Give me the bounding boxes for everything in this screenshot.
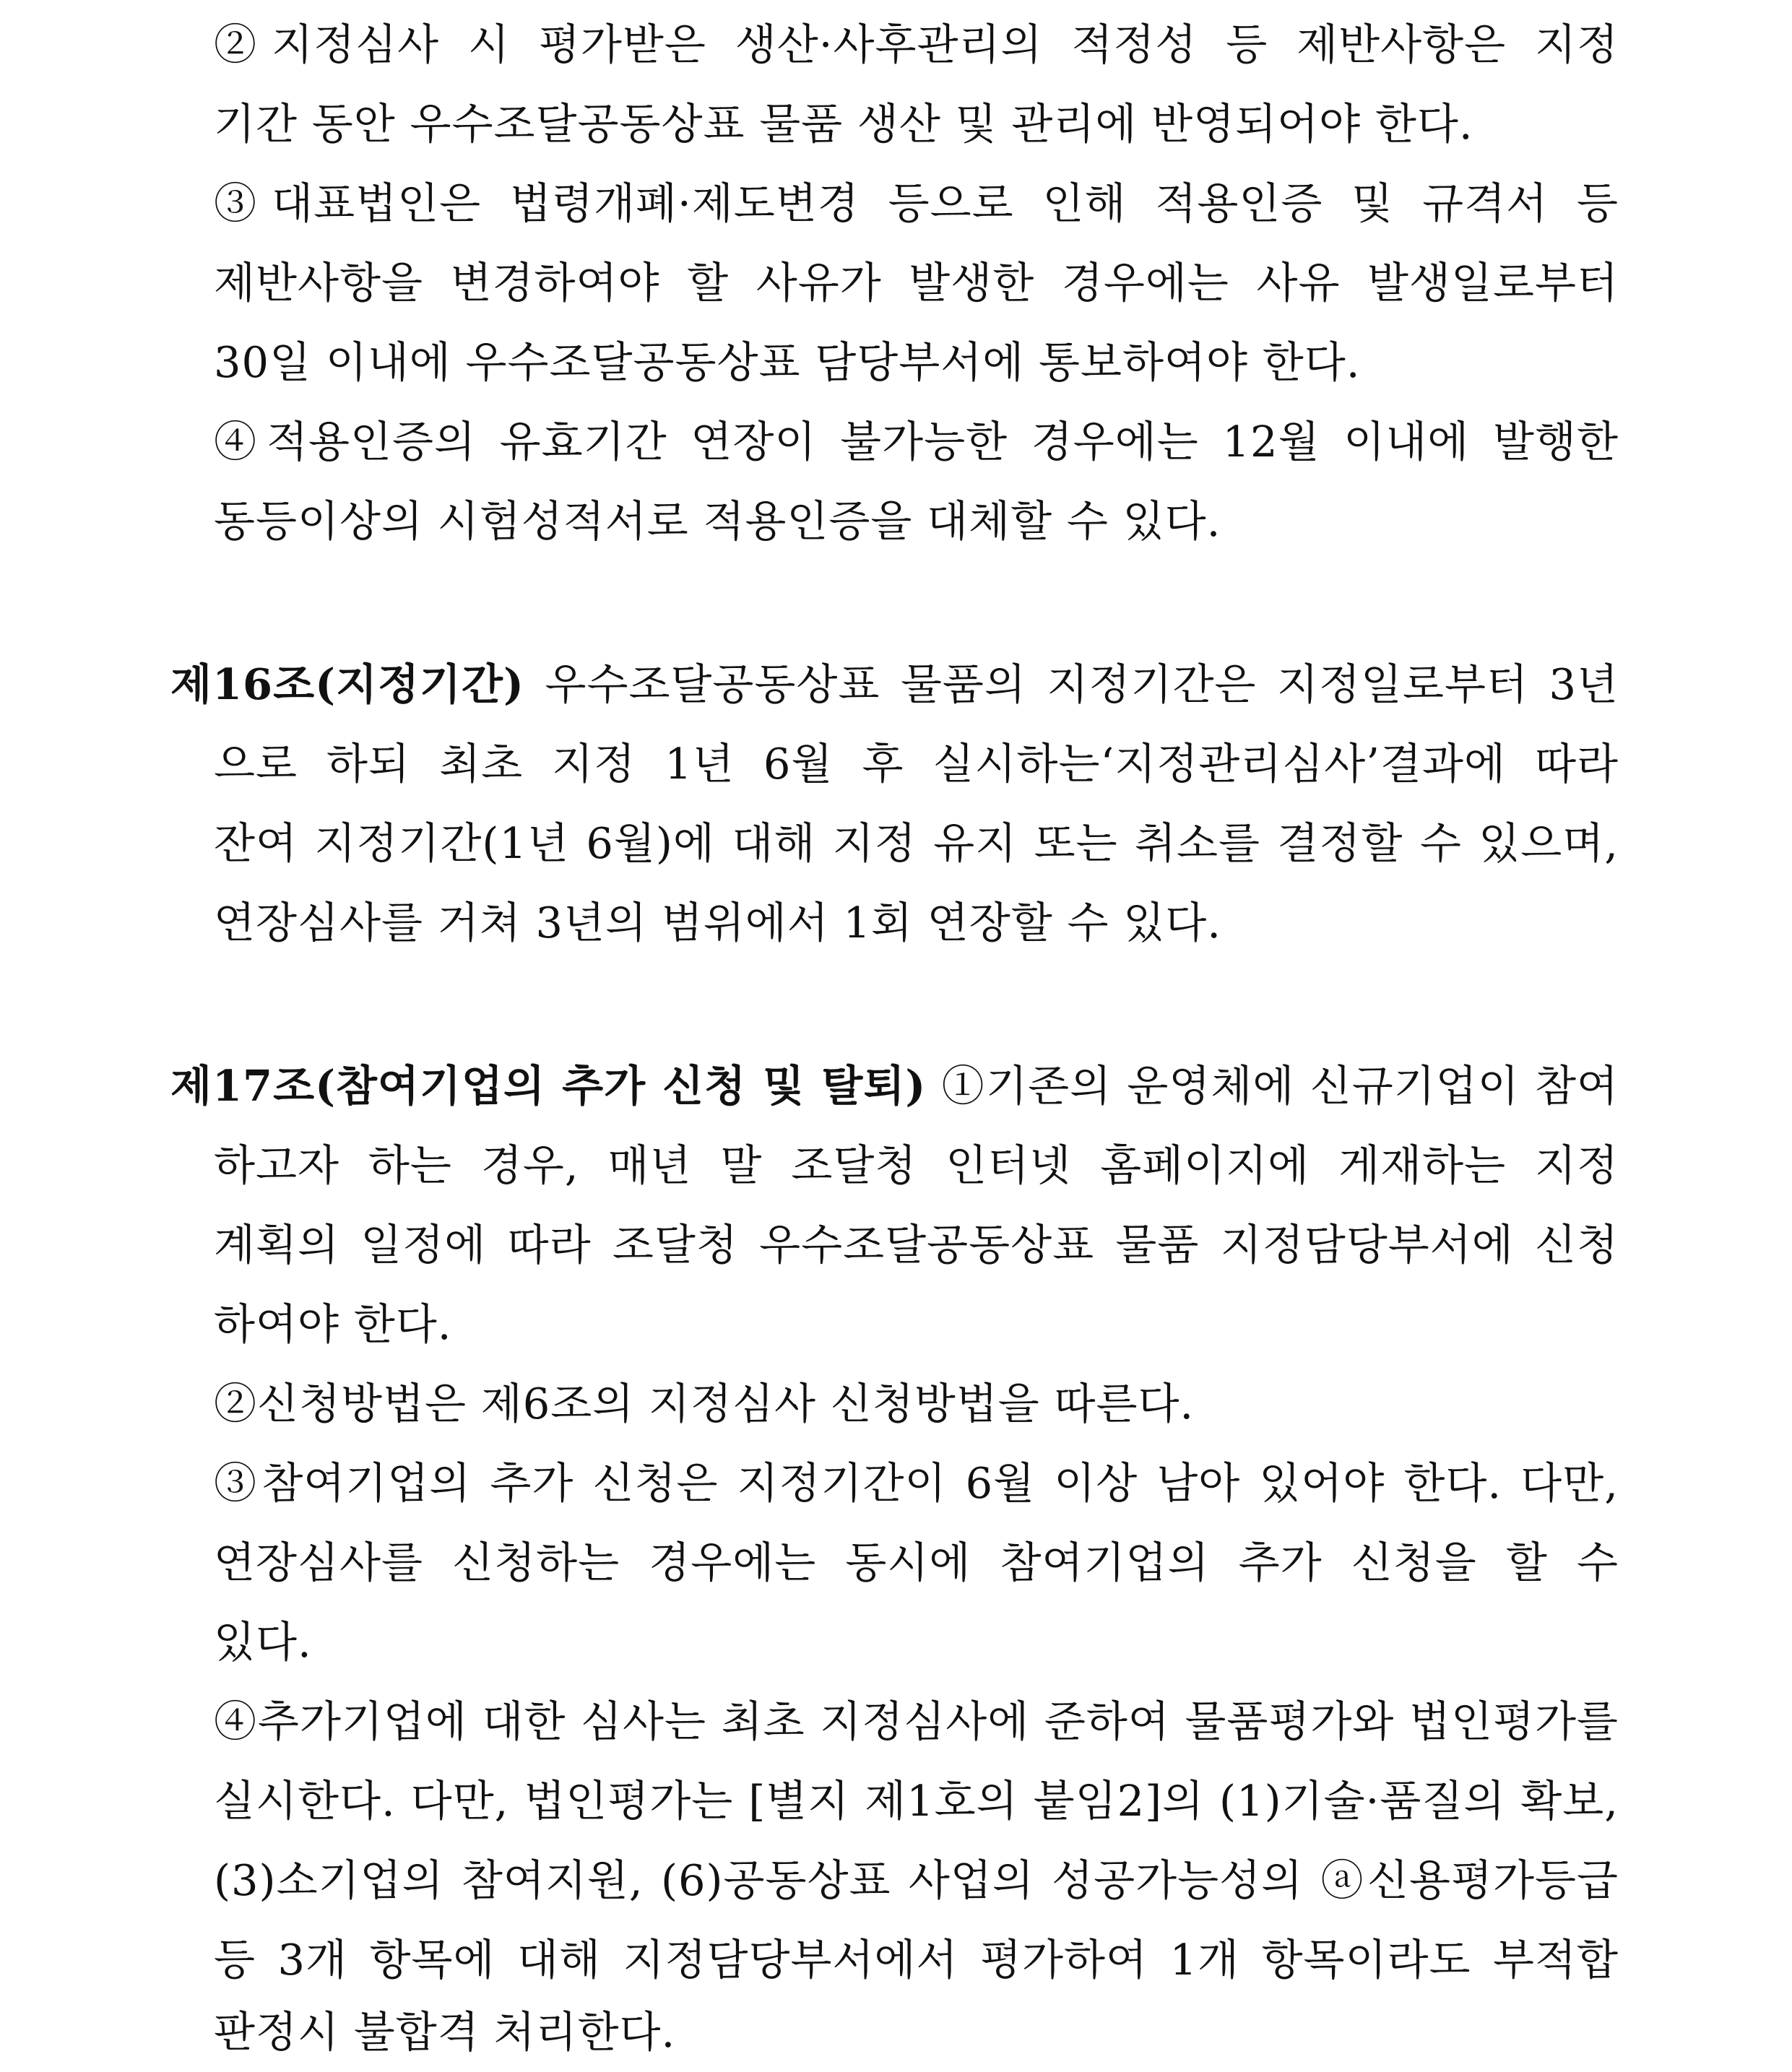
- clause-4-line-1: ④적용인증의 유효기간 연장이 불가능한 경우에는 12월 이내에 발행한: [214, 417, 1619, 467]
- article-17-first-line: [170, 1046, 1619, 1126]
- article-17-clause-3-line-3: 있다.: [214, 1617, 312, 1667]
- article-17-clause-2: ②신청방법은 제6조의 지정심사 신청방법을 따른다.: [214, 1379, 1195, 1429]
- article-16-line-2: 으로 하되 최초 지정 1년 6월 후 실시하는‘지정관리심사’결과에 따라: [214, 739, 1619, 789]
- article-16-heading: 제16조(지정기간): [170, 659, 524, 709]
- clause-3-line-1: ③대표법인은 법령개폐·제도변경 등으로 인해 적용인증 및 규격서 등: [214, 178, 1619, 228]
- article-17-heading: 제17조(참여기업의 추가 신청 및 탈퇴): [170, 1061, 927, 1111]
- article-17-clause-4-line-2: 실시한다. 다만, 법인평가는 [별지 제1호의 붙임2]의 (1)기술·품질의 확보,: [214, 1776, 1619, 1826]
- clause-4-line-2: 동등이상의 시험성적서로 적용인증을 대체할 수 있다.: [214, 496, 1221, 546]
- article-17-clause-4-line-5: 판정시 불합격 처리한다.: [214, 2007, 676, 2057]
- article-17-line-3: 계획의 일정에 따라 조달청 우수조달공동상표 물품 지정담당부서에 신청: [214, 1220, 1619, 1270]
- article-17-line-4: 하여야 한다.: [214, 1299, 452, 1349]
- article-17-clause-4-line-3: (3)소기업의 참여지원, (6)공동상표 사업의 성공가능성의 ⓐ신용평가등급: [214, 1855, 1619, 1905]
- article-17-clause-3-line-1: ③참여기업의 추가 신청은 지정기간이 6월 이상 남아 있어야 한다. 다만,: [214, 1458, 1619, 1508]
- article-17-clause-4-line-1: ④추가기업에 대한 심사는 최초 지정심사에 준하여 물품평가와 법인평가를: [214, 1696, 1619, 1746]
- article-16-line-4: 연장심사를 거쳐 3년의 범위에서 1회 연장할 수 있다.: [214, 898, 1221, 948]
- article-16-first-line: [170, 645, 1619, 724]
- article-16-text: 우수조달공동상표 물품의 지정기간은 지정일로부터 3년: [545, 659, 1619, 709]
- article-16-line-3: 잔여 지정기간(1년 6월)에 대해 지정 유지 또는 취소를 결정할 수 있으며,: [214, 818, 1619, 868]
- article-17-clause-3-line-2: 연장심사를 신청하는 경우에는 동시에 참여기업의 추가 신청을 할 수: [214, 1538, 1619, 1587]
- article-17-line-2: 하고자 하는 경우, 매년 말 조달청 인터넷 홈페이지에 게재하는 지정: [214, 1140, 1619, 1190]
- clause-2-line-2: 기간 동안 우수조달공동상표 물품 생산 및 관리에 반영되어야 한다.: [214, 99, 1473, 149]
- clause-2-line-1: ②지정심사 시 평가받은 생산·사후관리의 적정성 등 제반사항은 지정: [214, 19, 1619, 69]
- article-17-text: ①기존의 운영체에 신규기업이 참여: [941, 1061, 1619, 1111]
- clause-3-line-3: 30일 이내에 우수조달공동상표 담당부서에 통보하여야 한다.: [214, 337, 1361, 387]
- article-17-clause-4-line-4: 등 3개 항목에 대해 지정담당부서에서 평가하여 1개 항목이라도 부적합: [214, 1935, 1619, 1985]
- clause-3-line-2: 제반사항을 변경하여야 할 사유가 발생한 경우에는 사유 발생일로부터: [214, 258, 1619, 308]
